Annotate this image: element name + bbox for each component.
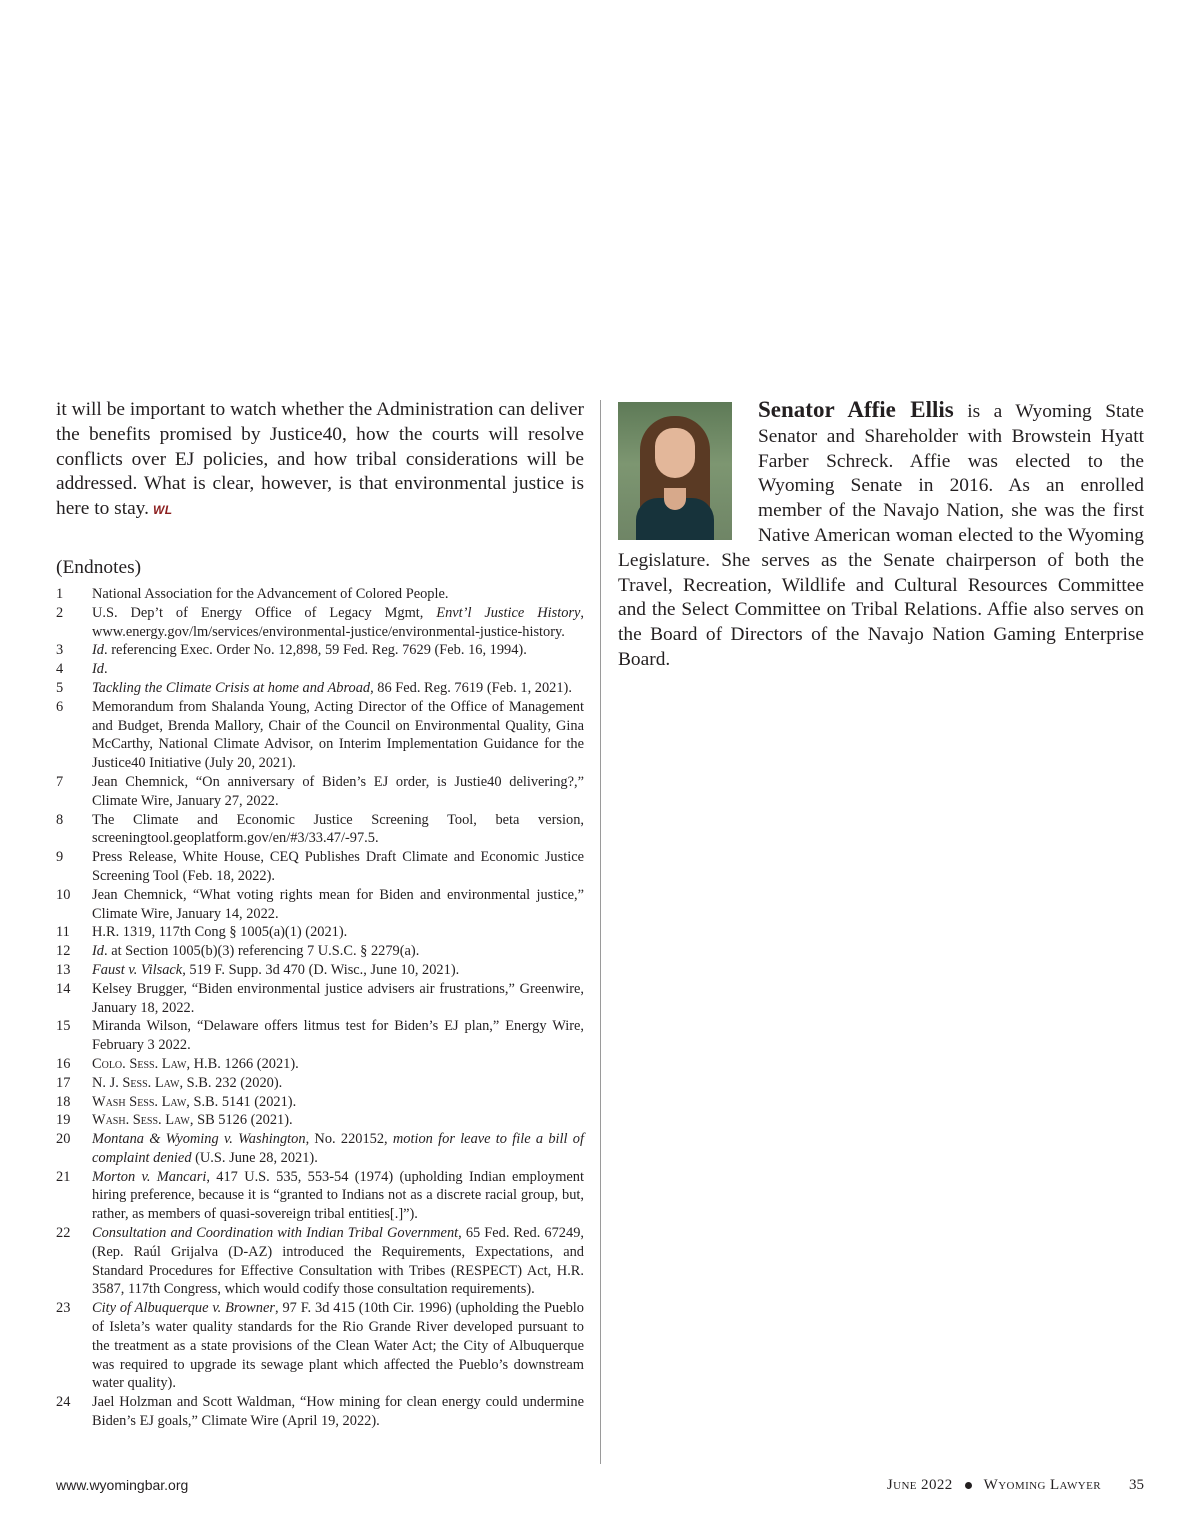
endnote-item	[56, 923, 584, 942]
endnote-text-segment: Consultation and Coordination with Indian Tribal Government	[92, 1225, 459, 1242]
endnote-item	[56, 660, 584, 679]
endnote-text-segment: Wash Sess. Law	[92, 1093, 187, 1110]
endnote-item	[56, 641, 584, 660]
endnote-number: 16	[56, 1055, 71, 1072]
endnote-text	[92, 660, 584, 679]
endnote-text	[92, 679, 584, 698]
endnote-item	[56, 1055, 584, 1074]
endnote-item	[56, 1393, 584, 1431]
page-footer	[56, 1477, 1144, 1497]
endnote-text-segment: U.S. Dep’t of Energy Office of Legacy Mgmt,	[92, 604, 437, 621]
endnote-number: 21	[56, 1168, 71, 1185]
endnote-text	[92, 1074, 584, 1093]
endnote-number: 15	[56, 1018, 71, 1035]
endnote-text	[92, 1224, 584, 1299]
endnote-text-segment: , 519 F. Supp. 3d 470 (D. Wisc., June 10, 2021).	[182, 961, 460, 978]
endnote-text	[92, 1168, 584, 1224]
endnote-number: 1	[56, 585, 64, 602]
endnote-text-segment: . at Section 1005(b)(3) referencing 7 U.S.C. § 2279(a).	[104, 943, 420, 960]
endnote-text-segment: (U.S. June 28, 2021).	[191, 1149, 318, 1166]
endnote-text	[92, 1393, 584, 1431]
endnote-item	[56, 961, 584, 980]
endnote-text-segment: National Association for the Advancement of Colored People.	[92, 585, 449, 602]
endnote-number: 20	[56, 1131, 71, 1148]
endnote-item	[56, 604, 584, 642]
endnote-number: 14	[56, 980, 71, 997]
endnote-text-segment: , www.energy.gov/lm/services/environmental-justice/environmental-justice-history.	[92, 604, 585, 640]
endnote-item	[56, 886, 584, 924]
endnote-item	[56, 1074, 584, 1093]
endnote-text	[92, 1093, 584, 1112]
endnote-text	[92, 1017, 584, 1055]
endnote-text-segment: Jael Holzman and Scott Waldman, “How mining for clean energy could undermine Biden’s EJ goals,” Climate Wire (April 19, 2022).	[92, 1394, 584, 1430]
endnote-number: 11	[56, 924, 70, 941]
endnote-text	[92, 848, 584, 886]
author-name: Senator Affie Ellis	[758, 397, 954, 422]
endnote-text	[92, 942, 584, 961]
closing-paragraph	[56, 398, 584, 523]
endnotes-list	[56, 585, 584, 1431]
endnote-text	[92, 886, 584, 924]
bullet-separator-icon	[965, 1482, 972, 1489]
endnote-text-segment: Id	[92, 642, 104, 659]
endnote-item	[56, 773, 584, 811]
endnote-text-segment: Morton v. Mancari	[92, 1168, 207, 1185]
endnote-item	[56, 1017, 584, 1055]
author-photo	[618, 402, 732, 540]
endnote-item	[56, 980, 584, 1018]
endnote-number: 5	[56, 679, 64, 696]
footer-website-link[interactable]: www.wyomingbar.org	[56, 1477, 189, 1493]
column-divider	[600, 400, 601, 1464]
endnote-text-segment: , 65 Fed. Red. 67249, (Rep. Raúl Grijalva (D-AZ) introduced the Requirements, Expectations, and Standard Procedures for Effective Consultation with Tribes (RESPECT) Act, H.R. 3587, 117th Congress, which would codify those consultation requirements).	[92, 1225, 584, 1298]
endnote-number: 12	[56, 943, 71, 960]
footer-publication-name: Wyoming Lawyer	[983, 1477, 1101, 1494]
endnote-text-segment: N. J.	[92, 1074, 123, 1091]
endnote-text-segment: . referencing Exec. Order No. 12,898, 59 Fed. Reg. 7629 (Feb. 16, 1994).	[104, 642, 527, 659]
endnote-text	[92, 1111, 584, 1130]
endnote-number: 19	[56, 1112, 71, 1129]
endnote-text	[92, 641, 584, 660]
author-bio-text: is a Wyoming State Senator and Shareholder with Browstein Hyatt Farber Schreck. Affie was elected to the Wyoming Senate in 2016. As an enrolled member of the Navajo Nation, she was the first Native American woman elected to the Wyoming Legislature. She serves as the Senate chairperson of both the Travel, Recreation, Wildlife and Cultural Resources Committee and the Select Committee on Tribal Relations. Affie also serves on the Board of Directors of the Navajo Nation Gaming Enterprise Board.	[618, 401, 1144, 670]
endnote-number: 2	[56, 604, 64, 621]
endnote-text-segment: Colo. Sess. Law	[92, 1055, 187, 1072]
endnote-text-segment: Tackling the Climate Crisis at home and Abroad	[92, 679, 371, 696]
endnote-number: 17	[56, 1074, 71, 1091]
closing-text: it will be important to watch whether the Administration can deliver the benefits promised by Justice40, how the courts will resolve conflicts over EJ policies, and how tribal considerations will be addressed. What is clear, however, is that environmental justice is here to stay.	[56, 399, 584, 520]
endnote-item	[56, 942, 584, 961]
endnote-text	[92, 811, 584, 849]
endnote-text-segment: motion for leave to file a bill of complaint denied	[92, 1131, 584, 1166]
endnote-text-segment: The Climate and Economic Justice Screening Tool, beta version, screeningtool.geoplatform.gov/en/#3/33.47/-97.5.	[92, 811, 584, 847]
endnote-text	[92, 980, 584, 1018]
endnote-number: 8	[56, 811, 64, 828]
endnote-item	[56, 1168, 584, 1224]
endnote-item	[56, 679, 584, 698]
endnote-number: 22	[56, 1225, 71, 1242]
endnote-item	[56, 1093, 584, 1112]
endnote-text-segment: Envt’l Justice History	[436, 604, 581, 621]
endnote-text-segment: Miranda Wilson, “Delaware offers litmus test for Biden’s EJ plan,” Energy Wire, February 3 2022.	[92, 1018, 584, 1054]
endnote-text	[92, 585, 584, 604]
endnote-text-segment: Montana & Wyoming v. Washington	[92, 1131, 306, 1148]
endnote-text-segment: .	[104, 661, 108, 678]
endnote-text-segment: Wash. Sess. Law	[92, 1112, 190, 1129]
endnote-text	[92, 604, 584, 642]
endnote-number: 3	[56, 642, 64, 659]
endnote-text-segment: Sess. Law	[122, 1074, 180, 1091]
endnote-text-segment: , 97 F. 3d 415 (10th Cir. 1996) (upholding the Pueblo of Isleta’s water quality standards for the Rio Grande River developed pursuant to the treatment as a state provisions of the Clean Water Act; the City of Albuquerque was required to upgrade its sewage plant which affected the Pueblo’s downstream water quality).	[92, 1300, 584, 1392]
author-bio	[618, 398, 1144, 673]
endnote-number: 23	[56, 1300, 71, 1317]
endnote-number: 7	[56, 773, 64, 790]
endnote-item	[56, 848, 584, 886]
endnote-text-segment: , No. 220152,	[305, 1131, 393, 1148]
endnote-number: 13	[56, 961, 71, 978]
endnote-text-segment: Press Release, White House, CEQ Publishes Draft Climate and Economic Justice Screening Tool (Feb. 18, 2022).	[92, 849, 584, 884]
endnote-text-segment: City of Albuquerque v. Browner	[92, 1300, 275, 1317]
endnote-text-segment: , H.B. 1266 (2021).	[186, 1055, 299, 1072]
endnote-text-segment: Kelsey Brugger, “Biden environmental justice advisers air frustrations,” Greenwire, January 18, 2022.	[92, 980, 584, 1016]
endnote-text-segment: Id	[92, 943, 104, 960]
endnote-item	[56, 698, 584, 773]
endnote-text-segment: , S.B. 232 (2020).	[179, 1074, 283, 1091]
endnote-number: 6	[56, 698, 64, 715]
endnote-item	[56, 1224, 584, 1299]
endnote-number: 18	[56, 1093, 71, 1110]
endnote-text	[92, 1055, 584, 1074]
right-column	[618, 398, 1144, 673]
endnote-number: 24	[56, 1394, 71, 1411]
endnote-text-segment: Memorandum from Shalanda Young, Acting Director of the Office of Management and Budget, Brenda Mallory, Chair of the Council on Environmental Quality, Gina McCarthy, National Climate Advisor, on Interim Implementation Guidance for the Justice40 Initiative (July 20, 2021).	[92, 698, 584, 772]
endnote-text-segment: Id	[92, 661, 104, 678]
endnote-item	[56, 585, 584, 604]
endnote-text-segment: , SB 5126 (2021).	[189, 1112, 293, 1129]
endnote-text	[92, 1130, 584, 1168]
endnote-text-segment: , 417 U.S. 535, 553-54 (1974) (upholding Indian employment hiring preference, because it is “granted to Indians not as a discrete racial group, but, rather, as members of quasi-sovereign tribal entities[.]”).	[92, 1168, 584, 1223]
endnote-number: 10	[56, 886, 71, 903]
endnote-item	[56, 1111, 584, 1130]
left-column	[56, 398, 584, 1431]
page-number: 35	[1129, 1477, 1144, 1494]
endnote-text	[92, 961, 584, 980]
endnotes-heading: (Endnotes)	[56, 556, 142, 578]
endnote-text	[92, 1299, 584, 1393]
endnote-text-segment: H.R. 1319, 117th Cong § 1005(a)(1) (2021).	[92, 924, 348, 941]
endnote-text	[92, 698, 584, 773]
wl-end-mark: WL	[152, 503, 173, 518]
footer-issue-date: June 2022	[886, 1477, 953, 1494]
endnote-item	[56, 1130, 584, 1168]
endnote-text	[92, 923, 584, 942]
footer-publication-info	[887, 1477, 1144, 1494]
endnote-text	[92, 773, 584, 811]
endnote-text-segment: Faust v. Vilsack	[92, 961, 183, 978]
endnote-text-segment: Jean Chemnick, “What voting rights mean for Biden and environmental justice,” Climate Wire, January 14, 2022.	[92, 886, 584, 922]
endnote-item	[56, 1299, 584, 1393]
endnote-item	[56, 811, 584, 849]
endnote-text-segment: , S.B. 5141 (2021).	[186, 1093, 297, 1110]
endnote-number: 9	[56, 849, 64, 866]
endnote-text-segment: Jean Chemnick, “On anniversary of Biden’s EJ order, is Justie40 delivering?,” Climate Wire, January 27, 2022.	[92, 773, 584, 809]
endnote-text-segment: , 86 Fed. Reg. 7619 (Feb. 1, 2021).	[370, 679, 572, 696]
endnote-number: 4	[56, 661, 64, 678]
